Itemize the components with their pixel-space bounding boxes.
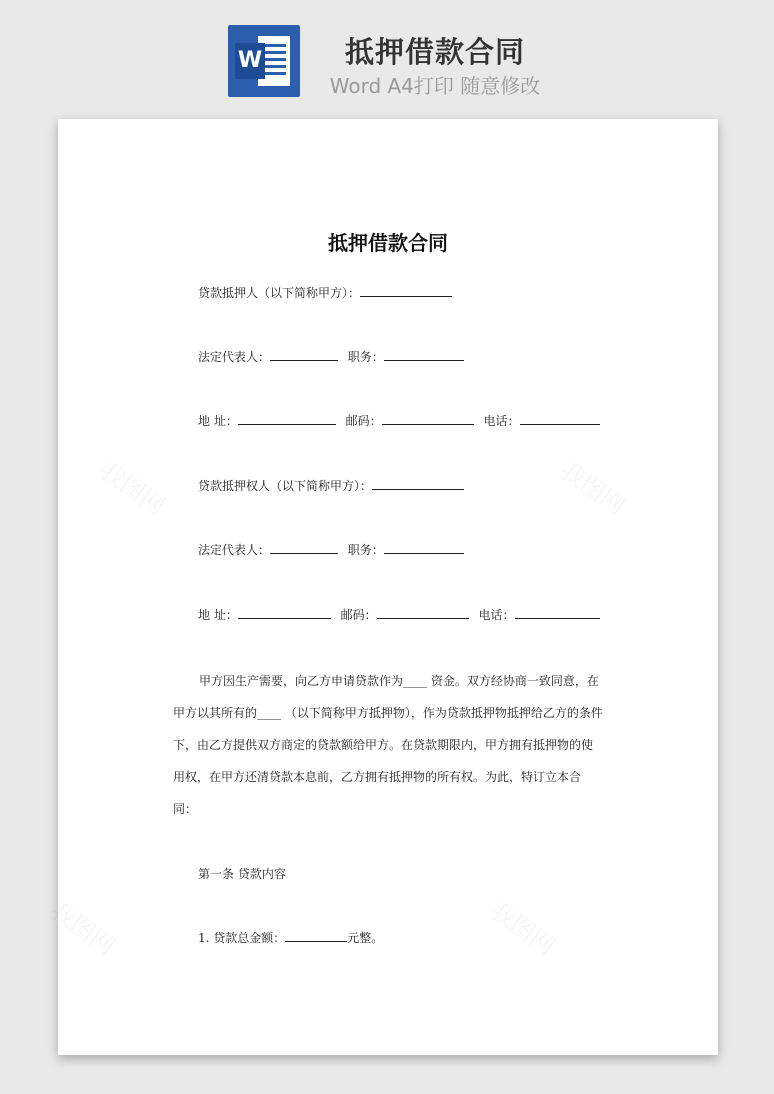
collateral-blank[interactable]: ____ xyxy=(257,706,282,720)
phone-blank[interactable] xyxy=(515,606,600,619)
phone-label: 电话： xyxy=(478,608,515,622)
watermark xyxy=(554,452,633,522)
preamble-text-2: 资金。双方经协商一致同意，在甲方以其所有的 xyxy=(173,674,599,720)
position-blank[interactable] xyxy=(384,348,464,361)
position-label: 职务： xyxy=(347,543,384,557)
document-title: 抵押借款合同 xyxy=(328,231,448,255)
legal-rep-label: 法定代表人： xyxy=(198,350,271,364)
loan-amount-line xyxy=(198,929,383,947)
mortgagor-line xyxy=(198,284,452,302)
loan-amount-label: 1. 贷款总金额： xyxy=(198,931,286,945)
watermark xyxy=(484,892,563,962)
address-label: 地 址： xyxy=(198,414,238,428)
address-line-1 xyxy=(198,412,600,430)
address-label: 地 址： xyxy=(198,608,238,622)
mortgagee-label: 贷款抵押权人（以下简称甲方）： xyxy=(198,479,373,493)
mortgagor-label: 贷款抵押人（以下简称甲方）： xyxy=(198,286,361,300)
contract-preamble xyxy=(173,665,603,825)
legal-rep-blank[interactable] xyxy=(270,541,338,554)
address-blank[interactable] xyxy=(238,412,336,425)
word-icon xyxy=(228,25,300,97)
legal-rep-line-1 xyxy=(198,348,464,366)
mortgagor-blank[interactable] xyxy=(360,284,452,297)
legal-rep-label: 法定代表人： xyxy=(198,543,271,557)
preamble-text-1: 甲方因生产需要，向乙方申请贷款作为 xyxy=(199,674,404,688)
header-title: 抵押借款合同 xyxy=(344,35,525,69)
document-page xyxy=(58,119,718,1055)
postcode-blank[interactable] xyxy=(377,606,469,619)
legal-rep-blank[interactable] xyxy=(270,348,338,361)
position-label: 职务： xyxy=(347,350,384,364)
postcode-label: 邮码： xyxy=(340,608,377,622)
header xyxy=(0,0,774,118)
postcode-blank[interactable] xyxy=(382,412,474,425)
address-line-2 xyxy=(198,606,600,624)
article-1-heading: 第一条 贷款内容 xyxy=(198,867,286,881)
watermark xyxy=(44,892,123,962)
loan-amount-blank[interactable] xyxy=(285,929,347,942)
address-blank[interactable] xyxy=(238,606,331,619)
word-icon-letter: W xyxy=(235,43,265,79)
postcode-label: 邮码： xyxy=(345,414,382,428)
mortgagee-line xyxy=(198,477,464,495)
fund-purpose-blank[interactable]: ____ xyxy=(403,674,428,688)
header-subtitle: Word A4打印 随意修改 xyxy=(329,74,541,98)
mortgagee-blank[interactable] xyxy=(372,477,464,490)
phone-blank[interactable] xyxy=(520,412,600,425)
preamble-text-3: （以下简称甲方抵押物），作为贷款抵押物抵押给乙方的条件下，由乙方提供双方商定的贷款额给甲方。在贷款期限内，甲方拥有抵押物的使用权，在甲方还清贷款本息前，乙方拥有抵押物的所有权。为此，特订立本合同： xyxy=(173,706,603,816)
loan-amount-unit: 元整。 xyxy=(347,931,384,945)
watermark xyxy=(94,452,173,522)
legal-rep-line-2 xyxy=(198,541,464,559)
phone-label: 电话： xyxy=(483,414,520,428)
position-blank[interactable] xyxy=(384,541,464,554)
